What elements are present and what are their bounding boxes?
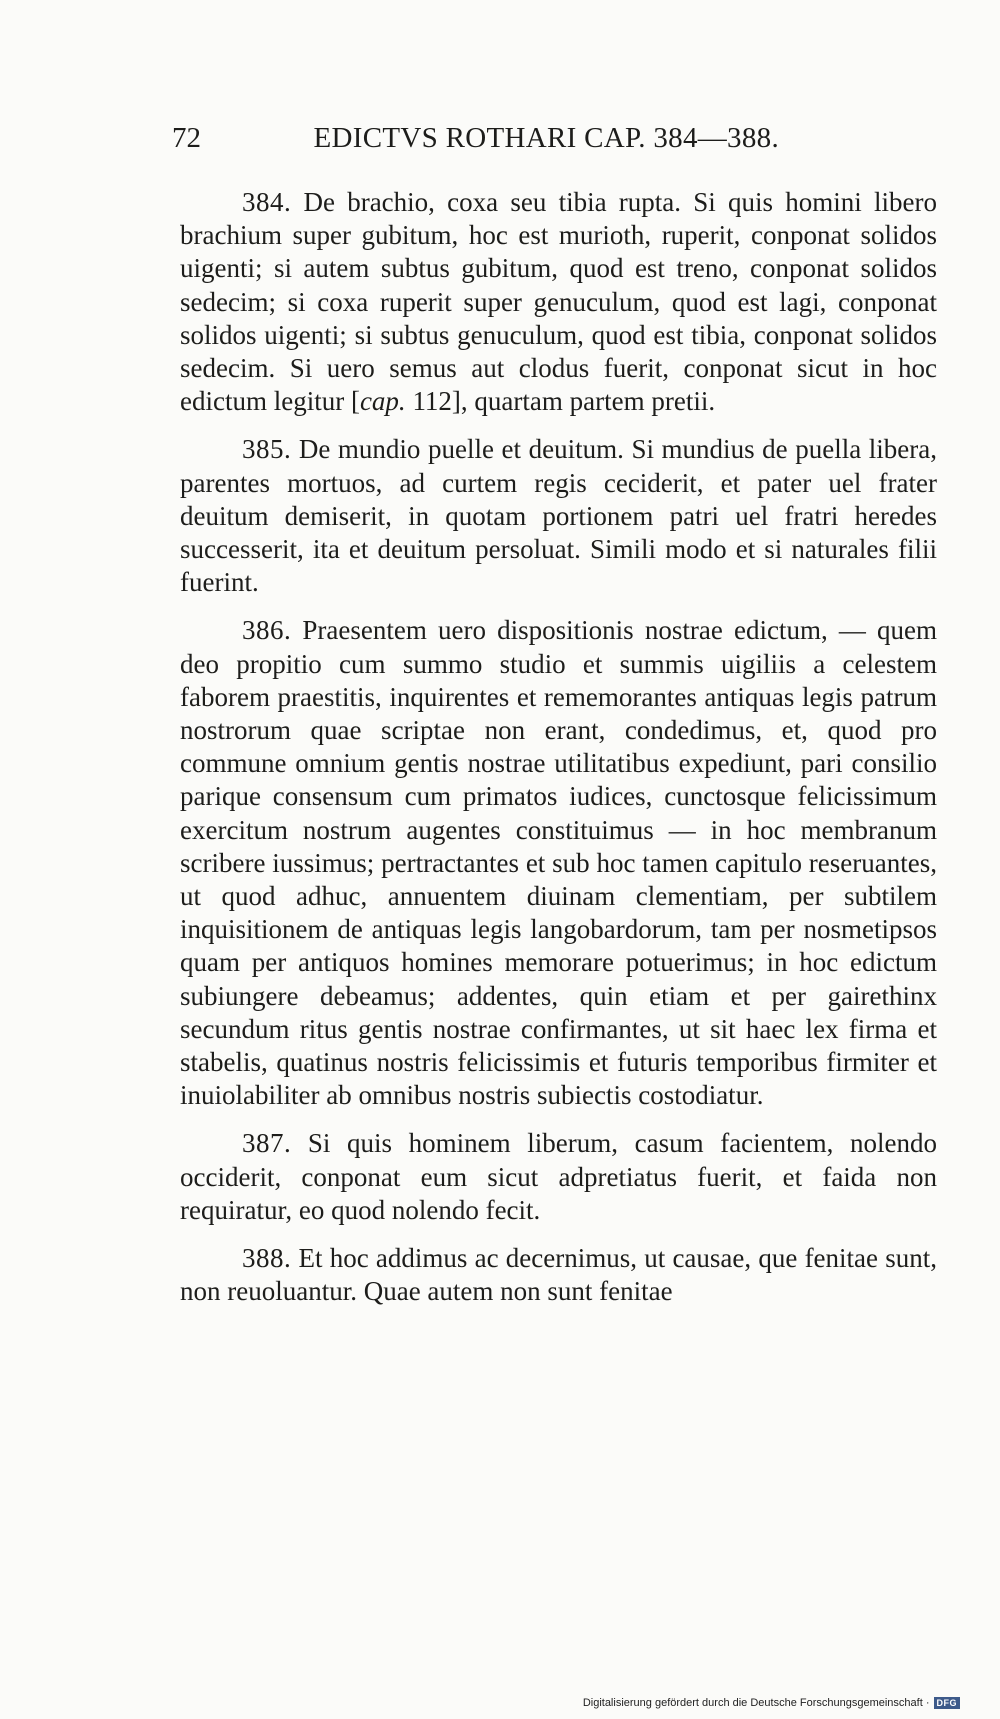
chapter-number: 386. bbox=[242, 615, 292, 646]
chapter-text: De brachio, coxa seu tibia rupta. Si quis homini libero brachium super gubitum, hoc est murioth, ruperit, conponat solidos uigenti; si autem subtus gubitum, quod est treno, conponat solidos sedecim; si coxa ruperit super genuculum, quod est lagi, conponat solidos uigenti; si subtus genuculum, quod est tibia, conponat solidos sedecim. Si uero semus aut clodus fuerit, conponat sicut in hoc edictum legitur [ bbox=[180, 187, 937, 417]
chapter-386 bbox=[180, 614, 937, 1112]
chapter-number: 385. bbox=[242, 434, 292, 465]
chapter-text: Si quis hominem liberum, casum facientem, nolendo occiderit, conponat eum sicut adpretiatus fuerit, et faida non requiratur, eo quod nolendo fecit. bbox=[180, 1128, 937, 1225]
chapter-number: 384. bbox=[242, 187, 292, 217]
citation-italic: cap. bbox=[359, 386, 406, 417]
digitization-footer bbox=[583, 1697, 960, 1709]
page-number: 72 bbox=[172, 122, 201, 154]
chapter-388 bbox=[180, 1242, 937, 1308]
chapter-text: Praesentem uero dispositionis nostrae edictum, — quem deo propitio cum summo studio et summis uigiliis a celestem faborem praestitis, inquirentes et rememorantes antiquas legis patrum nostrorum quae scriptae non erant, condedimus, et, quod pro commune omnium gentis nostrae utilitatibus expediunt, pari consilio parique consensum cum primatos iudices, cunctosque felicissimum exercitum nostrum augentes constituimus — in hoc membranum scribere iussimus; pertractantes et sub hoc tamen capitulo reseruantes, ut quod adhuc, annuentem diuinam clementiam, per subtilem inquisitionem de antiquas legis langobardorum, tam per nosmetipsos quam per antiquos homines memorare potuerimus; in hoc edictum subiungere debeamus; addentes, quin etiam et per gairethinx secundum ritus gentis nostrae confirmantes, ut sit haec lex firma et stabelis, quatinus nostris felicissimis et futuris temporibus firmiter et inuiolabiliter ab omnibus nostris subiectis costodiatur. bbox=[180, 615, 937, 1111]
chapter-384 bbox=[180, 186, 937, 418]
chapter-text-end: 112], quartam partem pretii. bbox=[405, 386, 716, 417]
digitization-note: Digitalisierung gefördert durch die Deutsche Forschungsgemeinschaft · bbox=[582, 1697, 930, 1709]
body-text bbox=[180, 186, 937, 1309]
chapter-387 bbox=[180, 1127, 937, 1227]
chapter-number: 387. bbox=[242, 1128, 292, 1159]
running-title: EDICTVS ROTHARI CAP. 384—388. bbox=[313, 122, 779, 154]
chapter-text: Et hoc addimus ac decernimus, ut causae, que fenitae sunt, non reuoluantur. Quae autem non sunt fenitae bbox=[180, 1243, 937, 1307]
chapter-number: 388. bbox=[242, 1243, 292, 1274]
chapter-text: De mundio puelle et deuitum. Si mundius de puella libera, parentes mortuos, ad curtem regis ceciderit, et pater uel frater deuitum demiserit, in quotam portionem patri uel fratri heredes successerit, ita et deuitum persoluat. Simili modo et si naturales filii fuerint. bbox=[180, 434, 937, 598]
chapter-385 bbox=[180, 433, 937, 599]
dfg-logo: DFG bbox=[934, 1697, 961, 1709]
page-header bbox=[172, 122, 779, 156]
